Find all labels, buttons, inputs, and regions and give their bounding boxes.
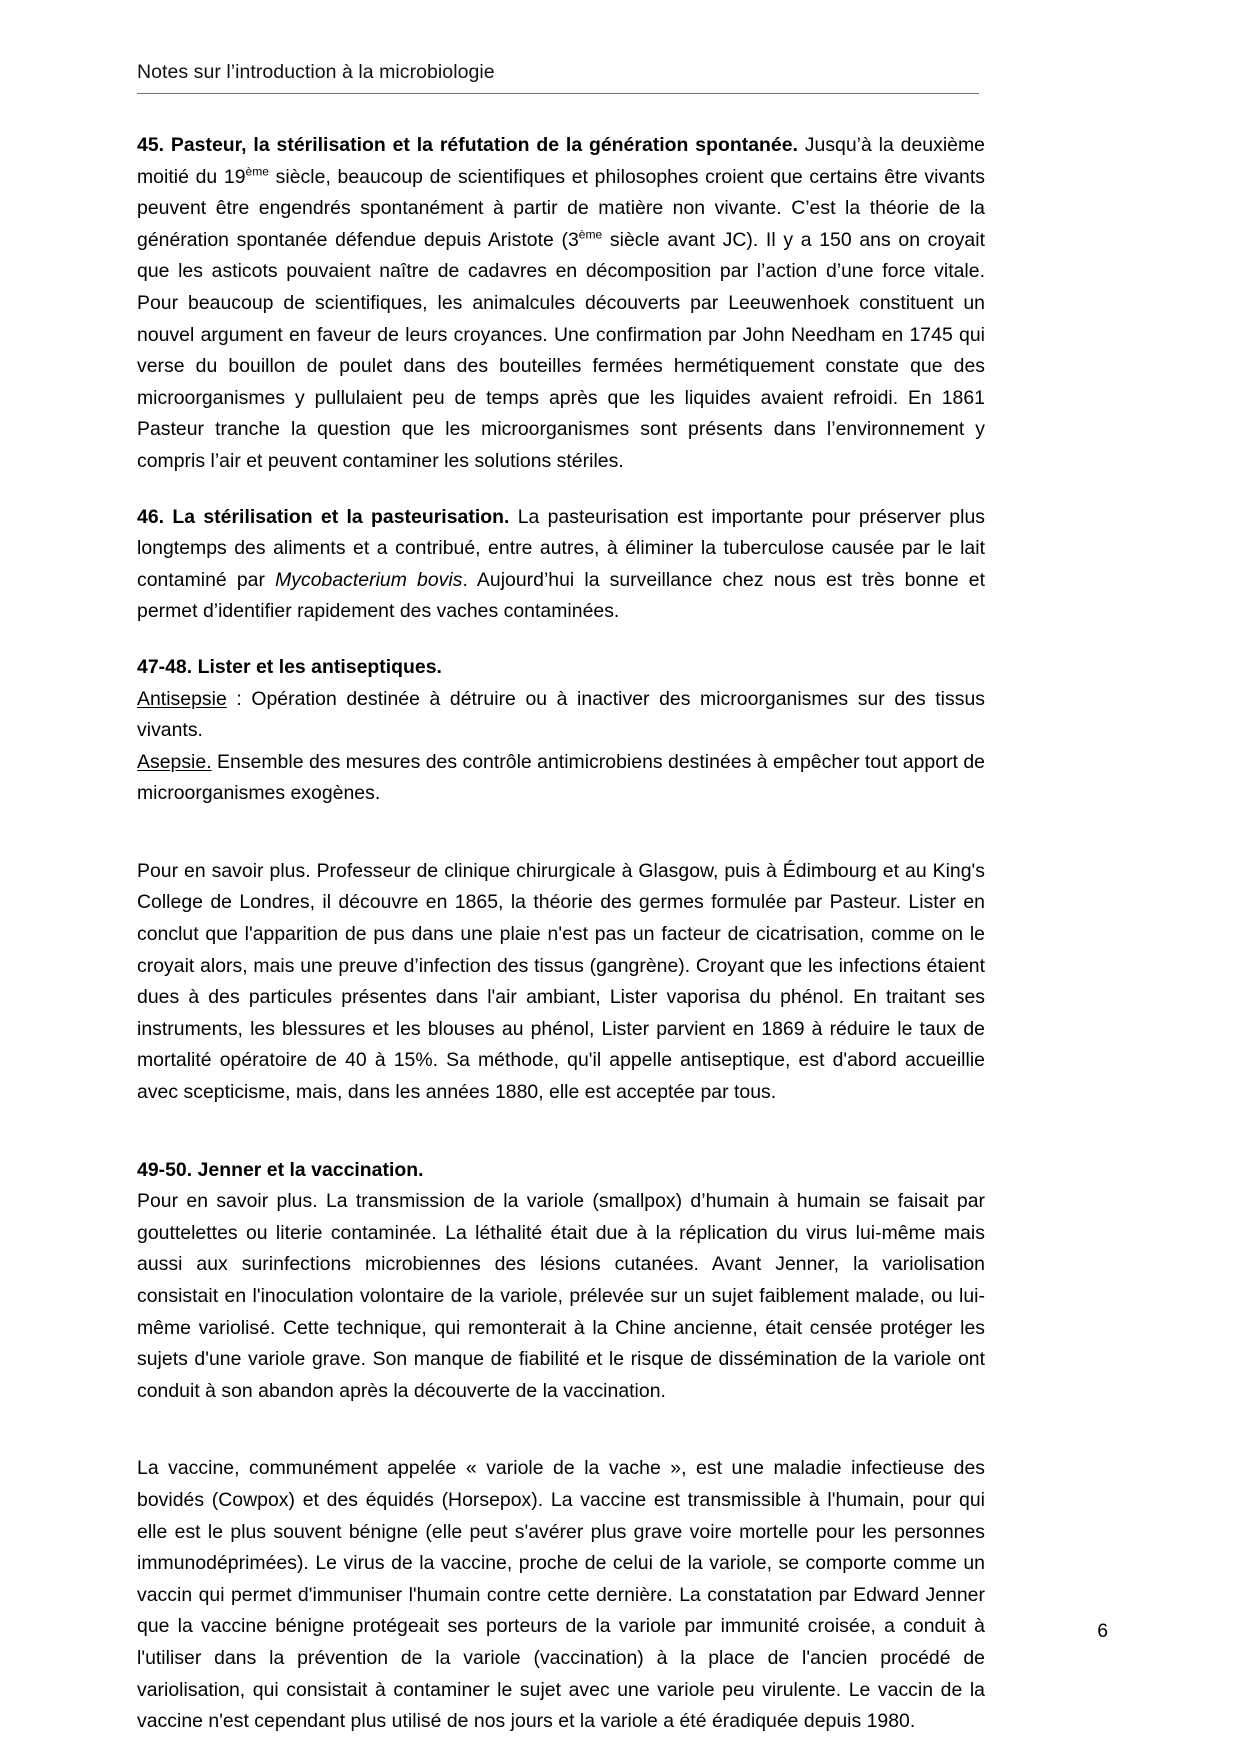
definition-asepsie-text: Ensemble des mesures des contrôle antimicrobiens destinées à empêcher tout apport de microorganismes exogènes. <box>137 750 985 805</box>
paragraph-46-text-b: . Aujourd’hui la surveillance chez nous est très bonne et permet d’identifier rapidement des vaches contaminées. <box>137 568 985 623</box>
paragraph-46 <box>137 502 985 628</box>
paragraph-45-text-c: siècle avant JC). Il y a 150 ans on croyait que les asticots pouvaient naître de cadavres en décomposition par l’action d’une force vitale. Pour beaucoup de scientifiques, les animalcules découverts par Leeuwenhoek constituent un nouvel argument en faveur de leurs croyances. Une confirmation par John Needham en 1745 qui verse du bouillon de poulet dans des bouteilles fermées hermétiquement constate que des microorganismes y pullulaient peu de temps après que les liquides avaient refroidi. En 1861 Pasteur tranche la question que les microorganismes sont présents dans l’environnement y compris l’air et peuvent contaminer les solutions stériles. <box>137 228 985 472</box>
paragraph-45-text-b: siècle, beaucoup de scientifiques et philosophes croient que certains être vivants peuvent être engendrés spontanément à partir de matière non vivante. C’est la théorie de la génération spontanée défendue depuis Aristote (3 <box>137 165 985 251</box>
heading-49-50 <box>137 1155 985 1187</box>
spacer-before-jenner <box>137 1133 985 1155</box>
paragraph-vaccine: La vaccine, communément appelée « variole de la vache », est une maladie infectieuse des bovidés (Cowpox) et des équidés (Horsepox). La vaccine est transmissible à l'humain, pour qui elle est le plus souvent bénigne (elle peut s'avérer plus grave voire mortelle pour les personnes immunodéprimées). Le virus de la vaccine, proche de celui de la variole, se comporte comme un vaccin qui permet d'immuniser l'humain contre cette dernière. La constatation par Edward Jenner que la vaccine bénigne protégeait ses porteurs de la variole par immunité croisée, a conduit à l'utiliser dans la prévention de la variole (vaccination) à la place de l'ancien procédé de variolisation, qui consistait à contaminer le sujet avec une variole peu virulente. Le vaccin de la vaccine n'est cependant plus utilisé de nos jours et la variole a été éradiquée depuis 1980. <box>137 1457 985 1733</box>
definition-antisepsie <box>137 684 985 747</box>
term-antisepsie: Antisepsie <box>137 687 227 710</box>
page-number: 6 <box>1097 1620 1108 1642</box>
note-jenner-more-info: Pour en savoir plus. La transmission de la variole (smallpox) d’humain à humain se faisait par gouttelettes ou literie contaminée. La léthalité était due à la réplication du virus lui-même mais aussi aux surinfections microbiennes des lésions cutanées. Avant Jenner, la variolisation consistait en l'inoculation volontaire de la variole, prélevée sur un sujet faiblement malade, ou lui-même variolisé. Cette technique, qui remonterait à la Chine ancienne, était censée protéger les sujets d'une variole grave. Son manque de fiabilité et le risque de dissémination de la variole ont conduit à son abandon après la découverte de la vaccination. <box>137 1190 985 1402</box>
ordinal-suffix-3eme: ème <box>578 227 603 242</box>
header-title: Notes sur l’introduction à la microbiologie <box>137 61 495 83</box>
heading-47-48 <box>137 652 985 684</box>
ordinal-suffix-19eme: ème <box>245 164 269 179</box>
definition-antisepsie-text: : Opération destinée à détruire ou à inactiver des microorganismes sur des tissus vivants. <box>137 687 985 742</box>
spacer-before-vaccine-paragraph <box>137 1431 985 1453</box>
spacer-before-lister-note <box>137 834 985 856</box>
paragraph-45-text-a: Jusqu’à la deuxième moitié du 19 <box>137 134 985 188</box>
note-lister-more-info: Pour en savoir plus. Professeur de clinique chirurgicale à Glasgow, puis à Édimbourg et au King's College de Londres, il découvre en 1865, la théorie des germes formulée par Pasteur. Lister en conclut que l'apparition de pus dans une plaie n'est pas un facteur de cicatrisation, comme on le croyait alors, mais une preuve d’infection des tissus (gangrène). Croyant que les infections étaient dues à des particules présentes dans l'air ambiant, Lister vaporisa du phénol. En traitant ses instruments, les blessures et les blouses au phénol, Lister parvient en 1869 à réduire le taux de mortalité opératoire de 40 à 15%. Sa méthode, qu'il appelle antiseptique, est d'abord accueillie avec scepticisme, mais, dans les années 1880, elle est acceptée par tous. <box>137 859 985 1104</box>
heading-47-48-label: 47-48. Lister et les antiseptiques. <box>137 655 442 678</box>
species-name-mycobacterium-bovis: Mycobacterium bovis <box>275 568 463 591</box>
page-header <box>137 60 979 94</box>
document-body <box>137 130 985 1762</box>
heading-49-50-label: 49-50. Jenner et la vaccination. <box>137 1158 424 1181</box>
paragraph-45 <box>137 130 985 478</box>
term-asepsie: Asepsie. <box>137 750 212 773</box>
paragraph-46-text-a: La pasteurisation est importante pour préserver plus longtemps des aliments et a contribué, entre autres, à éliminer la tuberculose causée par le lait contaminé par <box>137 505 985 591</box>
heading-46: 46. La stérilisation et la pasteurisation. <box>137 505 510 528</box>
definition-asepsie <box>137 747 985 810</box>
heading-45: 45. Pasteur, la stérilisation et la réfutation de la génération spontanée. <box>137 134 798 156</box>
